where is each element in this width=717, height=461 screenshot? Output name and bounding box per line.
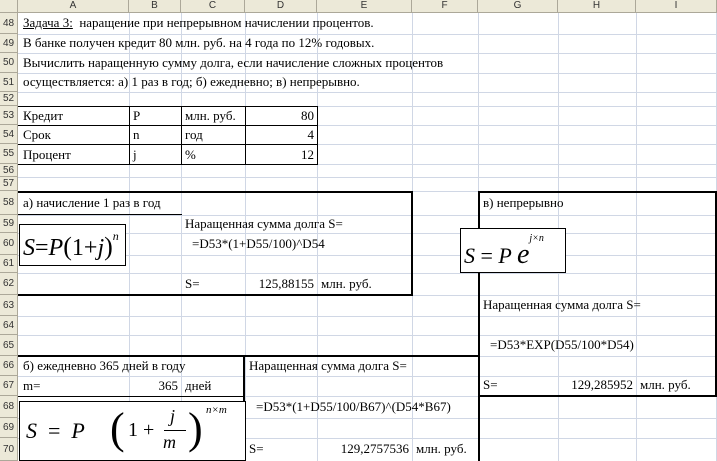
- section-a-border: [411, 191, 413, 296]
- input-unit-term[interactable]: год: [185, 127, 203, 142]
- gridline: [18, 335, 717, 336]
- gridline: [18, 273, 717, 274]
- problem-line-51[interactable]: осуществляется: а) 1 раз в год; б) ежедневно; в) непрерывно.: [23, 74, 360, 89]
- formula-b-lparen: (: [110, 404, 125, 453]
- column-header-i[interactable]: I: [636, 0, 717, 13]
- input-value-term[interactable]: 4: [307, 127, 314, 142]
- section-b-result-unit[interactable]: млн. руб.: [416, 441, 467, 456]
- column-header-f[interactable]: F: [412, 0, 478, 13]
- column-header-a[interactable]: A: [18, 0, 129, 13]
- table-border: [18, 144, 318, 145]
- row-header-68[interactable]: 68: [0, 396, 18, 418]
- formula-image-b[interactable]: [19, 401, 246, 461]
- section-b-m-label[interactable]: m=: [23, 378, 41, 393]
- formula-c-text: S = P $e^{j\times n}$: [464, 232, 544, 270]
- formula-image-a[interactable]: [19, 224, 126, 266]
- gridline: [18, 316, 717, 317]
- section-b-result-label[interactable]: S=: [249, 441, 264, 456]
- section-c-title[interactable]: в) непрерывно: [483, 195, 564, 210]
- section-b-formula[interactable]: =D53*(1+D55/100/B67)^(D54*B67): [256, 399, 451, 414]
- input-value-credit[interactable]: 80: [301, 108, 314, 123]
- section-a-sum-label[interactable]: Наращенная сумма долга S=: [185, 216, 343, 231]
- gridline: [18, 215, 717, 216]
- section-c-result-value[interactable]: 129,285952: [571, 377, 633, 392]
- row-header-53[interactable]: 53: [0, 106, 18, 125]
- row-header-50[interactable]: 50: [0, 53, 18, 73]
- gridline: [18, 92, 717, 93]
- gridline: [18, 177, 717, 178]
- input-name-rate[interactable]: Процент: [23, 147, 71, 162]
- section-a-result-unit[interactable]: млн. руб.: [321, 276, 372, 291]
- column-header-b[interactable]: B: [129, 0, 181, 13]
- row-header-54[interactable]: 54: [0, 125, 18, 144]
- section-b-border: [18, 396, 245, 397]
- section-c-border: [478, 191, 717, 193]
- row-header-65[interactable]: 65: [0, 335, 18, 356]
- section-a-formula[interactable]: =D53*(1+D55/100)^D54: [192, 236, 325, 251]
- section-a-border: [18, 294, 413, 296]
- section-c-formula[interactable]: =D53*EXP(D55/100*D54): [490, 337, 634, 352]
- input-symbol-j[interactable]: j: [133, 147, 137, 162]
- section-c-border: [478, 395, 717, 397]
- formula-image-c[interactable]: [460, 228, 566, 273]
- input-symbol-p[interactable]: P: [133, 108, 141, 123]
- row-header-60[interactable]: 60: [0, 233, 18, 255]
- section-a-result-value[interactable]: 125,88155: [258, 276, 314, 291]
- row-header-48[interactable]: 48: [0, 13, 18, 34]
- formula-b-fraction-bar: [164, 430, 186, 431]
- problem-line-50[interactable]: Вычислить наращенную сумму долга, если начисление сложных процентов: [23, 55, 444, 70]
- gridline: [636, 13, 637, 461]
- task-label: Задача 3:: [23, 15, 73, 30]
- row-header-51[interactable]: 51: [0, 73, 18, 92]
- table-border: [18, 106, 318, 107]
- section-b-result-value[interactable]: 129,2757536: [340, 441, 409, 456]
- section-b-m-unit[interactable]: дней: [185, 378, 212, 393]
- section-a-result-label[interactable]: S=: [185, 276, 200, 291]
- row-header-57[interactable]: 57: [0, 177, 18, 191]
- row-header-66[interactable]: 66: [0, 356, 18, 376]
- formula-b-one-plus: 1 +: [128, 419, 155, 441]
- row-header-70[interactable]: 70: [0, 438, 18, 461]
- task-header[interactable]: [21, 15, 374, 31]
- input-symbol-n[interactable]: n: [133, 127, 140, 142]
- table-border: [129, 106, 130, 165]
- table-border: [317, 106, 318, 165]
- section-b-title[interactable]: б) ежедневно 365 дней в году: [23, 358, 186, 373]
- section-a-title[interactable]: а) начисление 1 раз в год: [23, 195, 161, 210]
- section-c-result-label[interactable]: S=: [483, 377, 498, 392]
- section-b-m-value[interactable]: 365: [158, 378, 178, 393]
- table-border: [18, 164, 318, 165]
- row-header-58[interactable]: 58: [0, 191, 18, 215]
- column-header-c[interactable]: C: [181, 0, 245, 13]
- input-name-credit[interactable]: Кредит: [23, 108, 64, 123]
- row-header-59[interactable]: 59: [0, 215, 18, 233]
- formula-a-text: $S=P(1+j)^n$: [23, 229, 119, 261]
- gridline: [18, 53, 717, 54]
- select-all-corner[interactable]: [0, 0, 18, 13]
- input-name-term[interactable]: Срок: [23, 127, 51, 142]
- section-a-border: [18, 214, 182, 215]
- table-border: [18, 125, 318, 126]
- formula-b-numerator: j: [170, 406, 176, 426]
- input-unit-rate[interactable]: %: [185, 147, 196, 162]
- formula-b-exponent: n×m: [206, 404, 227, 416]
- row-header-55[interactable]: 55: [0, 144, 18, 164]
- row-header-61[interactable]: 61: [0, 255, 18, 273]
- section-b-sum-label[interactable]: Наращенная сумма долга S=: [249, 358, 407, 373]
- formula-b-rparen: ): [188, 404, 203, 453]
- column-header-h[interactable]: H: [558, 0, 636, 13]
- formula-b-lhs: S = P: [26, 418, 85, 443]
- table-border: [181, 106, 182, 165]
- row-header-67[interactable]: 67: [0, 376, 18, 396]
- row-header-63[interactable]: 63: [0, 295, 18, 316]
- formula-b-denominator: m: [163, 432, 176, 452]
- input-value-rate[interactable]: 12: [301, 147, 314, 162]
- row-header-62[interactable]: 62: [0, 273, 18, 295]
- column-header-e[interactable]: E: [317, 0, 412, 13]
- input-unit-credit[interactable]: млн. руб.: [185, 108, 236, 123]
- section-b-border: [18, 355, 480, 357]
- row-header-49[interactable]: 49: [0, 34, 18, 53]
- row-header-69[interactable]: 69: [0, 418, 18, 438]
- problem-line-49[interactable]: В банке получен кредит 80 млн. руб. на 4 года по 12% годовых.: [23, 35, 375, 50]
- section-a-border: [18, 191, 413, 193]
- column-header-d[interactable]: D: [245, 0, 317, 13]
- row-header-56[interactable]: 56: [0, 164, 18, 177]
- column-header-g[interactable]: G: [478, 0, 558, 13]
- task-title: наращение при непрерывном начислении процентов.: [79, 15, 374, 30]
- section-c-result-unit[interactable]: млн. руб.: [640, 377, 691, 392]
- row-header-64[interactable]: 64: [0, 316, 18, 335]
- row-header-52[interactable]: 52: [0, 92, 18, 106]
- section-c-sum-label[interactable]: Наращенная сумма долга S=: [483, 297, 641, 312]
